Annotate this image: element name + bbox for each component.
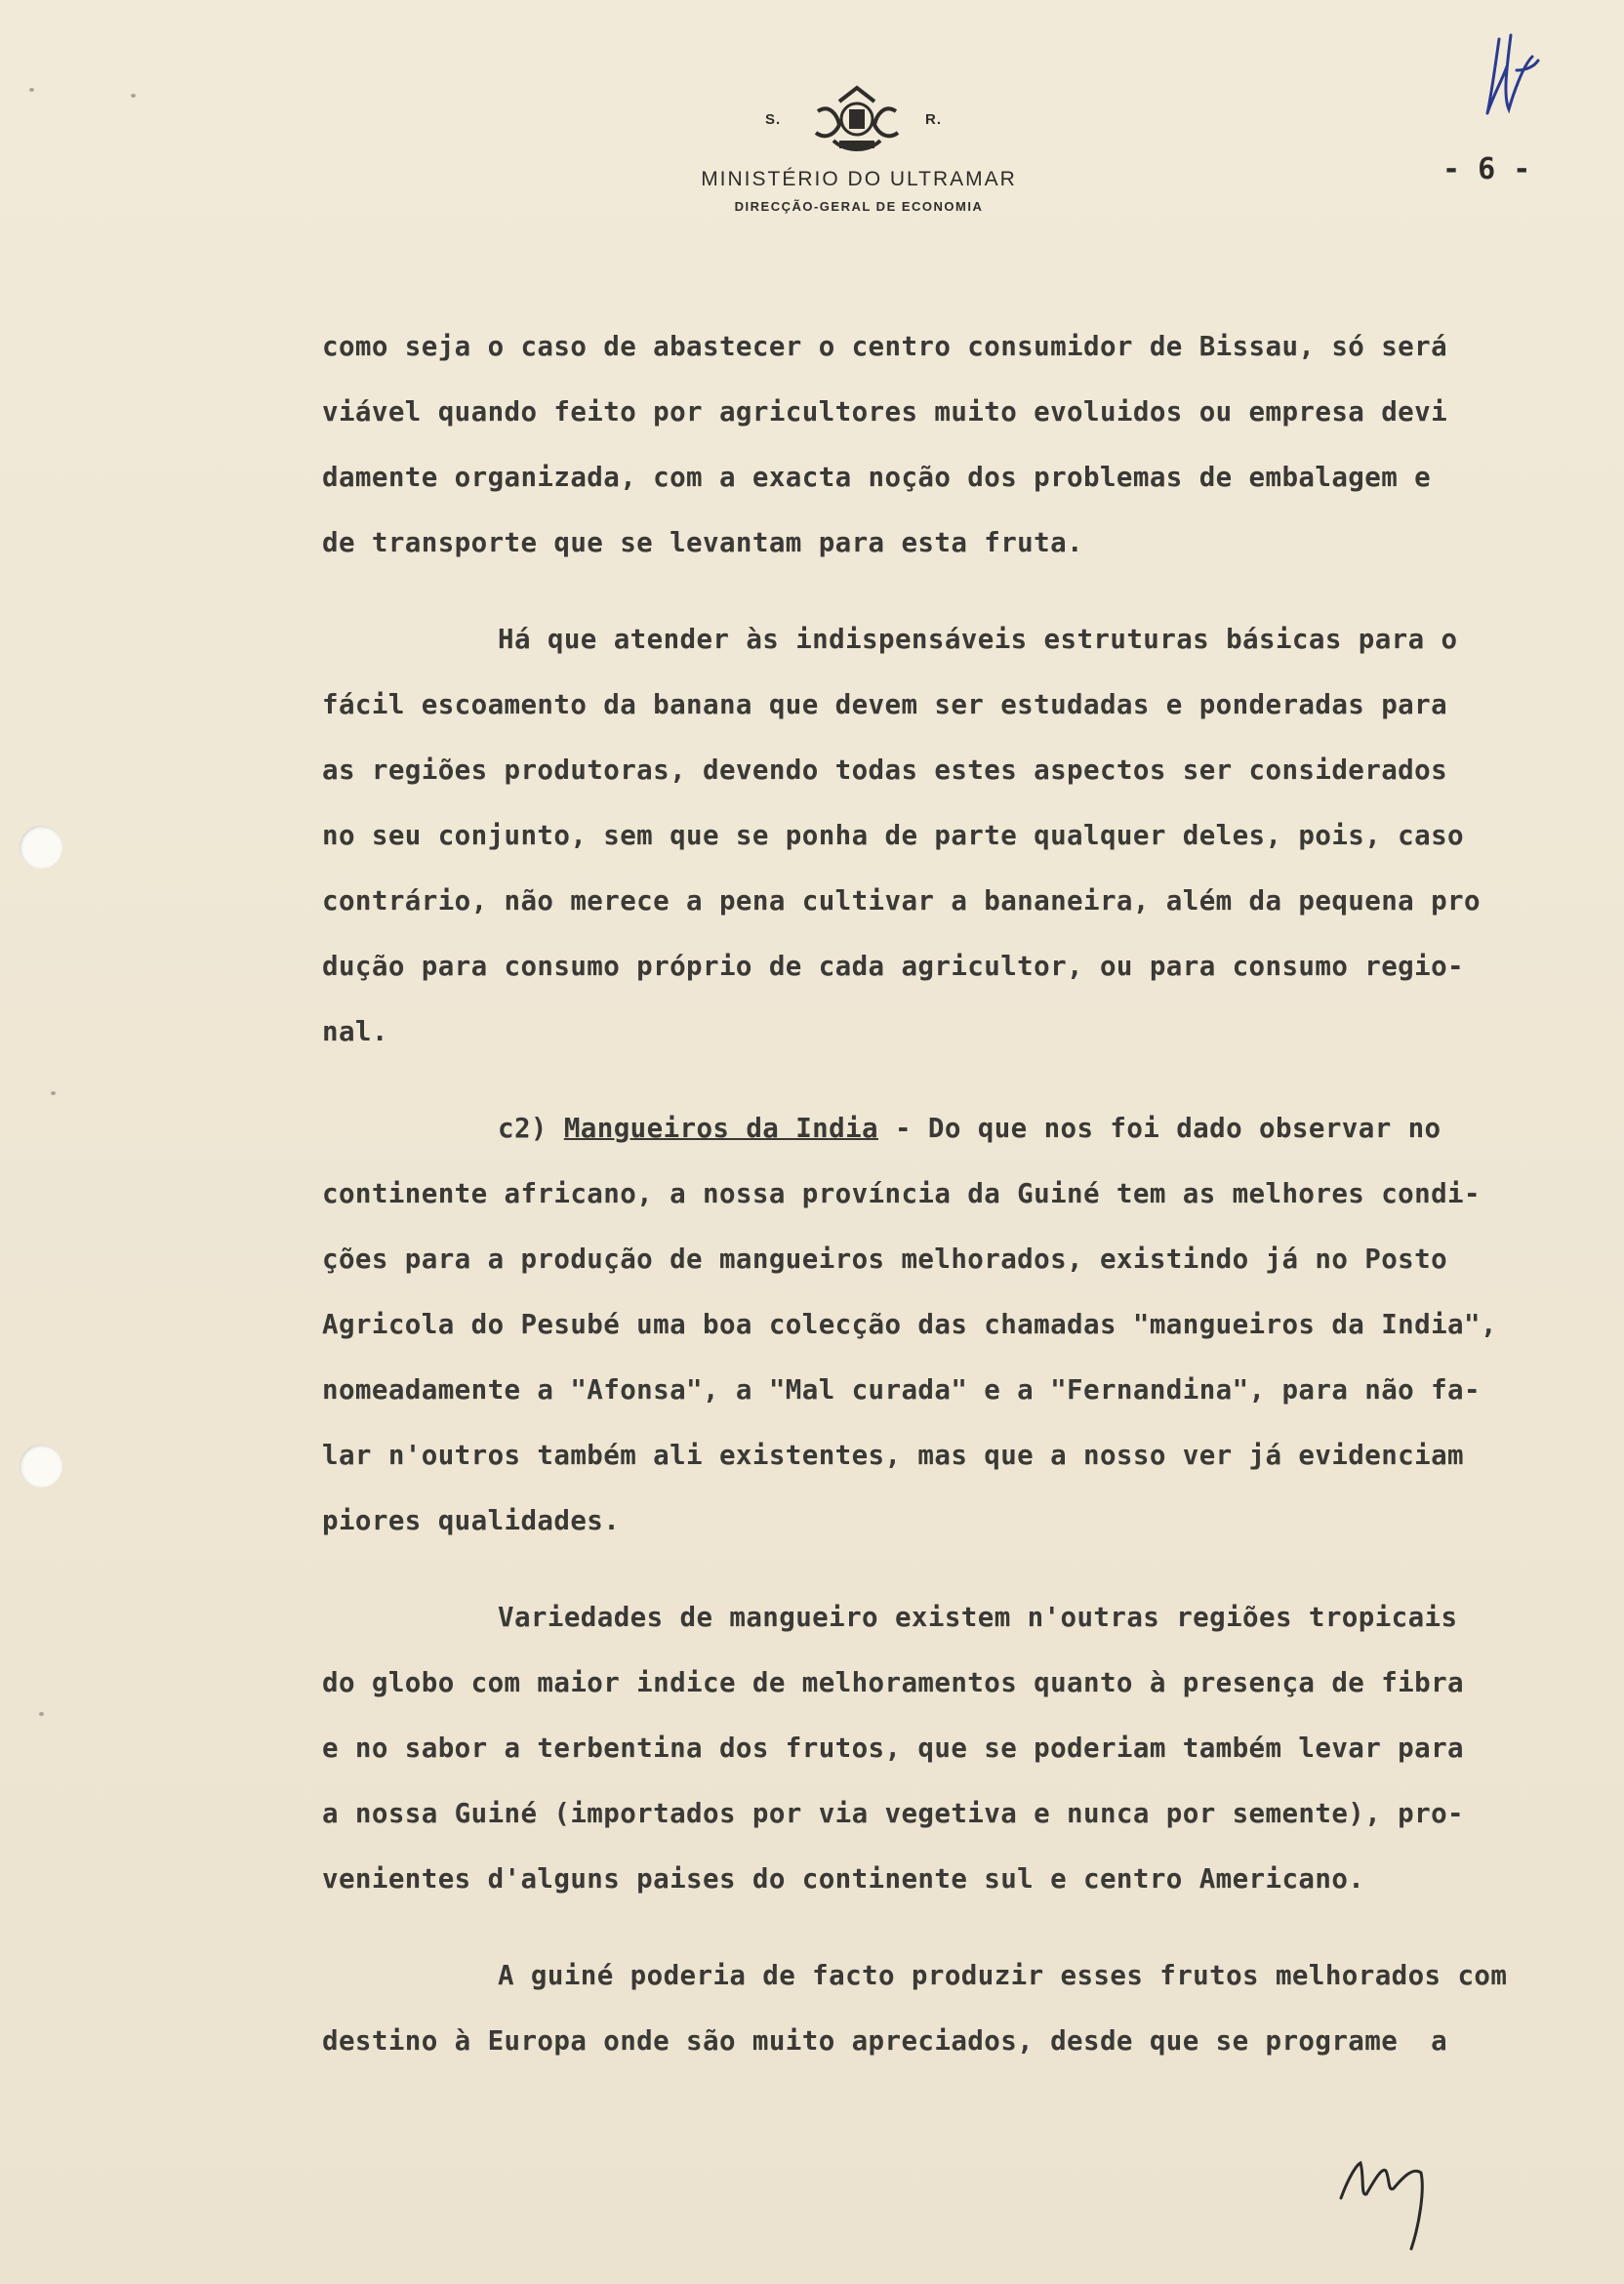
directorate-name: DIRECÇÃO-GERAL DE ECONOMIA	[734, 199, 984, 214]
text-line: continente africano, a nossa província da Guiné tem as melhores condi-	[322, 1178, 1481, 1209]
letterhead-right-mark: R.	[925, 111, 942, 128]
text-line: a nossa Guiné (importados por via vegetiva e nunca por semente), pro-	[322, 1798, 1464, 1829]
paper-speck	[131, 94, 136, 98]
text-line: destino à Europa onde são muito apreciados, desde que se programe a	[322, 2025, 1448, 2057]
punch-hole	[20, 1445, 62, 1488]
paragraph-1	[322, 314, 1591, 576]
text-line: como seja o caso de abastecer o centro consumidor de Bissau, só será	[322, 331, 1448, 362]
text-line: e no sabor a terbentina dos frutos, que se poderiam também levar para	[322, 1733, 1464, 1764]
text-line: venientes d'alguns paises do continente sul e centro Americano.	[322, 1863, 1365, 1895]
paragraph-3	[322, 1096, 1591, 1554]
paragraph-2	[322, 607, 1591, 1065]
page-number: - 6 -	[1442, 152, 1531, 186]
text-line: damente organizada, com a exacta noção dos problemas de embalagem e	[322, 462, 1432, 493]
text-line: lar n'outros também ali existentes, mas que a nosso ver já evidenciam	[322, 1440, 1464, 1471]
coat-of-arms-icon	[810, 82, 904, 160]
text-line: de transporte que se levantam para esta fruta.	[322, 527, 1083, 558]
paragraph-4	[322, 1585, 1591, 1912]
text-line: contrário, não merece a pena cultivar a bananeira, além da pequena pro	[322, 885, 1481, 917]
paper-speck	[51, 1091, 56, 1095]
letterhead-left-mark: S.	[765, 111, 782, 128]
text-line: ções para a produção de mangueiros melhorados, existindo já no Posto	[322, 1244, 1448, 1275]
initials-mark	[1474, 27, 1544, 121]
paragraph-5	[322, 1943, 1591, 2074]
text-line: Variedades de mangueiro existem n'outras regiões tropicais	[498, 1602, 1458, 1633]
section-heading-text: - Do que nos foi dado observar no	[878, 1113, 1441, 1144]
document-body	[322, 314, 1591, 2105]
text-line: piores qualidades.	[322, 1505, 621, 1536]
text-line: do globo com maior indice de melhoramentos quanto à presença de fibra	[322, 1667, 1464, 1698]
ministry-name: MINISTÉRIO DO ULTRAMAR	[701, 168, 1017, 190]
text-line: nomeadamente a "Afonsa", a "Mal curada" e a "Fernandina", para não fa-	[322, 1374, 1481, 1406]
letterhead	[664, 82, 1054, 214]
text-line: viável quando feito por agricultores muito evoluidos ou empresa devi	[322, 396, 1448, 428]
section-heading-line	[322, 1096, 1591, 1162]
signature-mark	[1335, 2138, 1442, 2255]
text-line: Agricola do Pesubé uma boa colecção das chamadas "mangueiros da India",	[322, 1309, 1497, 1340]
text-line: dução para consumo próprio de cada agricultor, ou para consumo regio-	[322, 951, 1464, 982]
section-title: Mangueiros da India	[563, 1113, 878, 1144]
text-line: as regiões produtoras, devendo todas estes aspectos ser considerados	[322, 755, 1448, 786]
text-line: no seu conjunto, sem que se ponha de parte qualquer deles, pois, caso	[322, 820, 1464, 851]
text-line: fácil escoamento da banana que devem ser estudadas e ponderadas para	[322, 689, 1448, 720]
text-line: nal.	[322, 1016, 388, 1047]
text-line: A guiné poderia de facto produzir esses frutos melhorados com	[498, 1960, 1508, 1991]
paper-speck	[29, 88, 34, 92]
punch-hole	[20, 826, 62, 869]
paper-speck	[39, 1712, 44, 1716]
section-number: c2)	[498, 1113, 564, 1144]
text-line: Há que atender às indispensáveis estruturas básicas para o	[498, 624, 1458, 655]
